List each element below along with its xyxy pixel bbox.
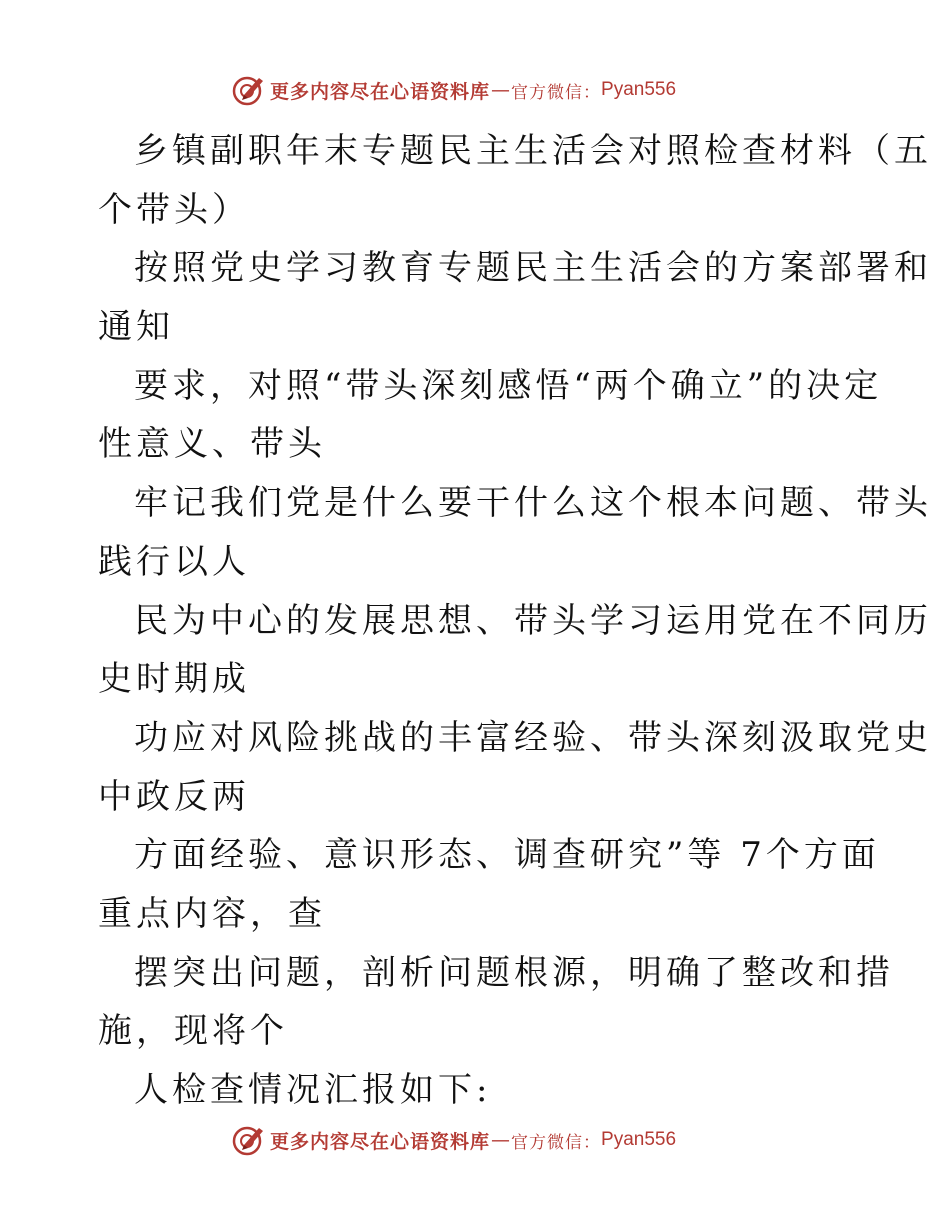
- body-line: 重点内容，查: [98, 893, 326, 934]
- body-line: 史时期成: [98, 659, 250, 700]
- pen-logo-icon: [232, 73, 266, 107]
- body-line: 人检查情况汇报如下:: [134, 1070, 492, 1110]
- footer-watermark: [232, 1120, 676, 1160]
- footer-wechat-id: Pyan556: [601, 1129, 677, 1150]
- body-line: 要求，对照“带头深刻感悟“两个确立”的决定: [134, 365, 883, 406]
- body-line: 民为中心的发展思想、带头学习运用党在不同历: [134, 600, 932, 641]
- body-line: 乡镇副职年末专题民主生活会对照检查材料（五: [134, 131, 932, 171]
- body-line: 牢记我们党是什么要干什么这个根本问题、带头: [134, 483, 932, 524]
- body-line: 功应对风险挑战的丰富经验、带头深刻汲取党史: [134, 717, 932, 758]
- body-line: 按照党史学习教育专题民主生活会的方案部署和: [134, 248, 932, 289]
- footer-brand-text: 更多内容尽在心语资料库: [270, 1130, 491, 1153]
- header-dash: —: [491, 79, 511, 101]
- body-line: 性意义、带头: [98, 424, 326, 465]
- footer-dash: —: [491, 1129, 511, 1151]
- body-line: 方面经验、意识形态、调查研究”等 7个方面: [134, 835, 880, 876]
- body-line: 践行以人: [98, 541, 250, 582]
- header-official-label: 官方微信：: [511, 82, 602, 103]
- body-line: 中政反两: [98, 776, 250, 817]
- header-watermark: [232, 70, 676, 110]
- body-line: 施，现将个: [98, 1011, 288, 1052]
- body-line: 通知: [98, 307, 174, 348]
- footer-official-label: 官方微信：: [511, 1132, 602, 1153]
- pen-logo-icon: [232, 1123, 266, 1157]
- body-line: 摆突出问题，剖析问题根源，明确了整改和措: [134, 952, 894, 993]
- document-body: [98, 122, 932, 1120]
- header-brand-text: 更多内容尽在心语资料库: [270, 80, 491, 103]
- header-wechat-id: Pyan556: [601, 79, 677, 100]
- body-line: 个带头）: [98, 189, 250, 230]
